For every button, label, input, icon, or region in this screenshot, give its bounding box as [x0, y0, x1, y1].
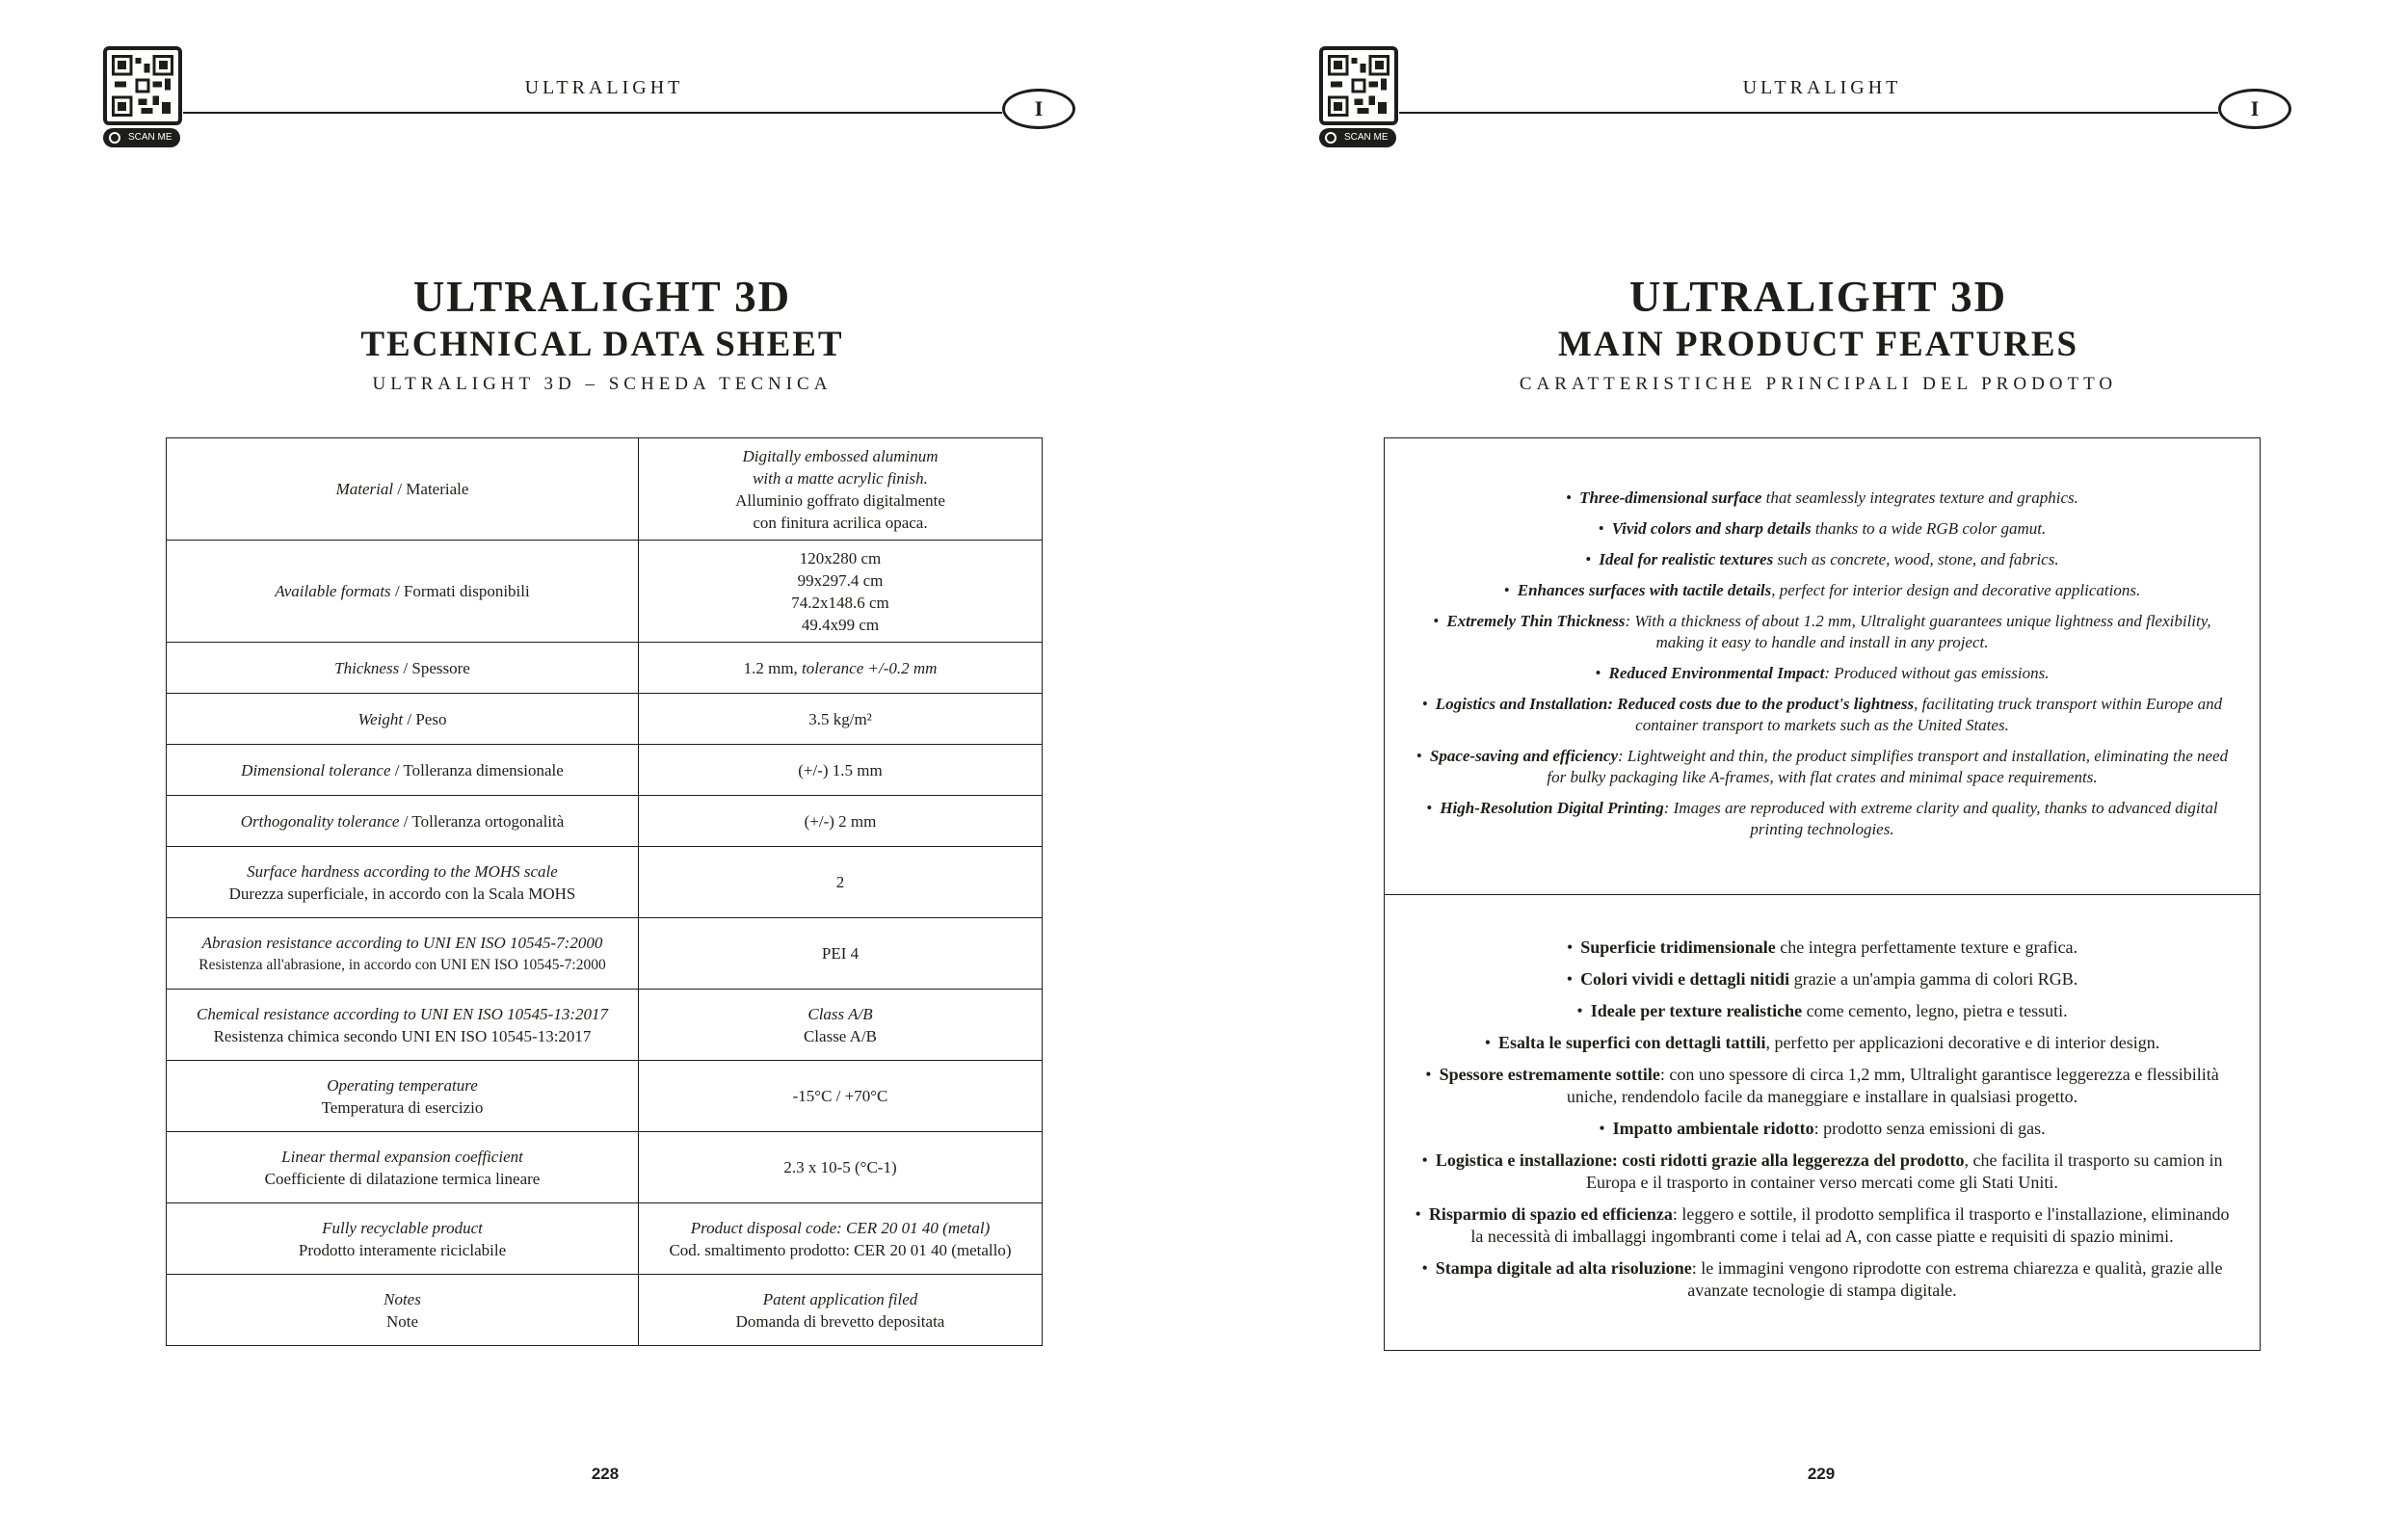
list-item — [1408, 1064, 2236, 1108]
features-box — [1384, 437, 2261, 1351]
chapter-badge: I — [2218, 89, 2291, 129]
spec-label — [167, 1132, 639, 1203]
feature-text: : leggero e sottile, il prodotto semplifica il trasporto e l'installazione, eliminando la necessità di imballaggi ingombranti come i telai ad A, con casse piatte e requisiti di spazio minimi. — [1470, 1204, 2230, 1246]
spec-value — [639, 694, 1043, 745]
chapter-badge: I — [1002, 89, 1075, 129]
features-italian — [1385, 895, 2260, 1350]
spec-label-line: Durezza superficiale, in accordo con la Scala MOHS — [228, 884, 576, 903]
feature-text: : Produced without gas emissions. — [1824, 664, 2050, 682]
spec-label — [167, 1061, 639, 1132]
spec-label-en: Available formats — [275, 582, 391, 600]
list-item — [1408, 968, 2236, 991]
feature-highlight: Space-saving and efficiency — [1429, 747, 1619, 765]
spec-label-line: Temperatura di esercizio — [321, 1097, 484, 1117]
spec-label-it: / Peso — [403, 709, 447, 728]
table-row — [167, 694, 1043, 745]
feature-text: : Lightweight and thin, the product simplifies transport and installation, eliminating the need for bulky packaging like A-frames, with flat crates and minimal space requirements. — [1547, 747, 2229, 786]
spec-value-line: -15°C / +70°C — [792, 1087, 888, 1105]
spec-value-line: 2.3 x 10-5 (°C-1) — [783, 1158, 897, 1176]
spec-value — [639, 745, 1043, 796]
spec-value — [639, 918, 1043, 990]
spec-label-it: / Tolleranza ortogonalità — [399, 811, 565, 831]
feature-highlight: Risparmio di spazio ed efficienza — [1428, 1204, 1673, 1224]
features-english — [1385, 438, 2260, 895]
feature-text: , perfetto per applicazioni decorative e di interior design. — [1765, 1033, 2160, 1052]
feature-highlight: Ideale per texture realistiche — [1590, 1001, 1803, 1020]
header-divider — [1399, 112, 2218, 114]
spec-value-line: 3.5 kg/m² — [808, 709, 872, 728]
spec-value-line: 99x297.4 cm — [797, 570, 884, 590]
spec-value-line: (+/-) 2 mm — [804, 811, 877, 831]
feature-text: : Images are reproduced with extreme clarity and quality, thanks to advanced digital printing technologies. — [1663, 799, 2218, 838]
scan-icon — [109, 132, 120, 144]
page-subtitle-italian: CARATTERISTICHE PRINCIPALI DEL PRODOTTO — [1519, 374, 2118, 394]
spec-label — [167, 745, 639, 796]
feature-text: that seamlessly integrates texture and graphics. — [1761, 489, 2078, 507]
spec-value-line: 74.2x148.6 cm — [791, 593, 889, 612]
spec-label-en: Weight — [357, 709, 404, 728]
scan-icon — [1325, 132, 1336, 144]
scan-me-badge[interactable]: SCAN ME — [103, 128, 180, 147]
table-row — [167, 1061, 1043, 1132]
page-subtitle-italian: ULTRALIGHT 3D – SCHEDA TECNICA — [372, 374, 833, 394]
feature-text: che integra perfettamente texture e grafica. — [1775, 938, 2078, 957]
spec-value-line: Digitally embossed aluminum — [742, 446, 939, 465]
list-item — [1408, 549, 2236, 570]
spec-label-it: / Formati disponibili — [390, 582, 530, 600]
spec-label — [167, 918, 639, 990]
list-item — [1408, 798, 2236, 840]
spec-label-en: Thickness — [334, 658, 400, 677]
table-row — [167, 1132, 1043, 1203]
spec-value-line: Alluminio goffrato digitalmente — [735, 490, 945, 510]
page-subtitle: MAIN PRODUCT FEATURES — [1557, 325, 2079, 364]
feature-highlight: Logistics and Installation: Reduced costs due to the product's lightness — [1435, 695, 1915, 713]
spec-label-line: Resistenza chimica secondo UNI EN ISO 10545-13:2017 — [213, 1026, 592, 1045]
spec-label-line: Prodotto interamente riciclabile — [298, 1240, 507, 1259]
list-item — [1408, 663, 2236, 684]
spec-label-en: Orthogonality tolerance — [240, 811, 400, 831]
qr-code-icon[interactable] — [1319, 46, 1398, 125]
feature-highlight: Superficie tridimensionale — [1580, 938, 1776, 957]
spec-label — [167, 990, 639, 1061]
table-row — [167, 541, 1043, 643]
spec-label-line: Chemical resistance according to UNI EN ISO 10545-13:2017 — [197, 1004, 608, 1023]
feature-highlight: High-Resolution Digital Printing — [1440, 799, 1664, 817]
spec-value-line: with a matte acrylic finish. — [753, 468, 928, 488]
feature-text: , che facilita il trasporto su camion in Europa e il trasporto in container verso mercati come gli Stati Uniti. — [1586, 1150, 2223, 1192]
header-brand: ULTRALIGHT — [524, 77, 684, 98]
spec-value — [639, 847, 1043, 918]
list-item — [1408, 746, 2236, 788]
spec-value — [639, 796, 1043, 847]
spec-value — [639, 1203, 1043, 1275]
header-brand: ULTRALIGHT — [1742, 77, 1902, 98]
spec-label-en: Material — [335, 480, 394, 498]
spec-label — [167, 1203, 639, 1275]
spec-value — [639, 438, 1043, 541]
spec-value-line: Classe A/B — [803, 1026, 878, 1045]
feature-highlight: Enhances surfaces with tactile details — [1517, 581, 1772, 599]
table-row — [167, 745, 1043, 796]
feature-highlight: Stampa digitale ad alta risoluzione — [1435, 1258, 1692, 1278]
spec-label-line: Fully recyclable product — [322, 1218, 483, 1237]
spec-value-line: PEI 4 — [821, 944, 860, 963]
feature-highlight: Reduced Environmental Impact — [1608, 664, 1825, 682]
list-item — [1408, 1118, 2236, 1140]
page-title: ULTRALIGHT 3D — [412, 273, 792, 321]
list-item — [1408, 1032, 2236, 1054]
feature-text: , facilitating truck transport within Europe and container transport to markets such as the United States. — [1635, 695, 2223, 734]
feature-highlight: Logistica e installazione: costi ridotti grazie alla leggerezza del prodotto — [1435, 1150, 1965, 1170]
feature-highlight: Extremely Thin Thickness — [1446, 612, 1626, 630]
feature-text: , perfect for interior design and decorative applications. — [1771, 581, 2141, 599]
spec-label — [167, 847, 639, 918]
spec-label-line: Coefficiente di dilatazione termica lineare — [264, 1169, 541, 1188]
spec-value-part: 1.2 mm, — [743, 658, 803, 677]
spec-value-line: Product disposal code: CER 20 01 40 (metal) — [690, 1218, 991, 1237]
spec-value — [639, 1132, 1043, 1203]
spec-label-it: / Tolleranza dimensionale — [390, 760, 564, 779]
page-title: ULTRALIGHT 3D — [1628, 273, 2008, 321]
technical-data-table — [166, 437, 1043, 1346]
list-item — [1408, 1203, 2236, 1248]
feature-highlight: Impatto ambientale ridotto — [1612, 1119, 1814, 1138]
spec-label — [167, 541, 639, 643]
table-row — [167, 1203, 1043, 1275]
list-item — [1408, 1149, 2236, 1194]
spec-value-line: 120x280 cm — [799, 548, 882, 568]
spec-label-it: / Spessore — [399, 658, 470, 677]
feature-text: come cemento, legno, pietra e tessuti. — [1802, 1001, 2068, 1020]
table-row — [167, 1275, 1043, 1346]
spec-label — [167, 643, 639, 694]
spec-value-line: Patent application filed — [762, 1289, 918, 1308]
spec-value-line: 49.4x99 cm — [801, 615, 880, 634]
list-item — [1408, 611, 2236, 653]
table-row — [167, 918, 1043, 990]
spec-label — [167, 796, 639, 847]
spec-value-line: Cod. smaltimento prodotto: CER 20 01 40 (metallo) — [669, 1240, 1012, 1259]
spec-value-line: Class A/B — [807, 1004, 873, 1023]
list-item — [1408, 694, 2236, 736]
spec-label — [167, 438, 639, 541]
page-subtitle: TECHNICAL DATA SHEET — [360, 325, 844, 364]
spec-label-line: Linear thermal expansion coefficient — [281, 1147, 523, 1166]
spec-label-line: Operating temperature — [327, 1075, 478, 1095]
table-row — [167, 643, 1043, 694]
feature-highlight: Colori vividi e dettagli nitidi — [1580, 969, 1790, 989]
spec-label-line: Notes — [384, 1289, 421, 1308]
spec-label — [167, 1275, 639, 1346]
page-number: 229 — [1807, 1465, 1836, 1483]
right-page — [1216, 0, 2408, 1532]
spec-label-line: Resistenza all'abrasione, in accordo con UNI EN ISO 10545-7:2000 — [198, 956, 606, 973]
feature-text: : le immagini vengono riprodotte con estrema chiarezza e qualità, grazie alle avanzate tecnologie di stampa digitale. — [1687, 1258, 2223, 1300]
page-number: 228 — [591, 1465, 620, 1483]
spec-label-it: / Materiale — [393, 480, 469, 498]
list-item — [1408, 580, 2236, 601]
spec-value — [639, 541, 1043, 643]
feature-highlight: Ideal for realistic textures — [1599, 550, 1774, 568]
feature-highlight: Spessore estremamente sottile — [1439, 1065, 1660, 1084]
feature-text: : con uno spessore di circa 1,2 mm, Ultralight garantisce leggerezza e flessibilità uniche, rendendolo facile da maneggiare e installare in qualsiasi progetto. — [1566, 1065, 2219, 1106]
list-item — [1408, 1000, 2236, 1022]
spec-label-en: Dimensional tolerance — [241, 760, 391, 779]
qr-code-icon[interactable] — [103, 46, 182, 125]
list-item — [1408, 1257, 2236, 1302]
spec-value — [639, 643, 1043, 694]
feature-highlight: Vivid colors and sharp details — [1611, 519, 1812, 538]
table-row — [167, 438, 1043, 541]
spec-value-line: (+/-) 1.5 mm — [798, 760, 883, 779]
feature-highlight: Esalta le superfici con dettagli tattili — [1498, 1033, 1766, 1052]
spec-label — [167, 694, 639, 745]
spec-label-line: Note — [385, 1311, 419, 1331]
spec-value — [639, 1061, 1043, 1132]
feature-text: : With a thickness of about 1.2 mm, Ultralight guarantees unique lightness and flexibility, making it easy to handle and install in any project. — [1625, 612, 2211, 651]
spec-value-line: 2 — [835, 873, 845, 891]
spec-value-line: con finitura acrilica opaca. — [753, 513, 928, 532]
list-item — [1408, 937, 2236, 959]
table-row — [167, 796, 1043, 847]
feature-text: such as concrete, wood, stone, and fabrics. — [1773, 550, 2059, 568]
spec-label-line: Abrasion resistance according to UNI EN ISO 10545-7:2000 — [201, 933, 603, 952]
feature-text: thanks to a wide RGB color gamut. — [1811, 519, 2047, 538]
list-item — [1408, 518, 2236, 540]
scan-me-badge[interactable]: SCAN ME — [1319, 128, 1396, 147]
spec-value — [639, 1275, 1043, 1346]
header-divider — [183, 112, 1002, 114]
feature-highlight: Three-dimensional surface — [1579, 489, 1762, 507]
table-row — [167, 990, 1043, 1061]
list-item — [1408, 488, 2236, 509]
spec-value — [639, 990, 1043, 1061]
spec-label-line: Surface hardness according to the MOHS scale — [247, 861, 558, 881]
spec-value-line: Domanda di brevetto depositata — [735, 1311, 945, 1331]
feature-text: grazie a un'ampia gamma di colori RGB. — [1789, 969, 2078, 989]
table-row — [167, 847, 1043, 918]
spec-value-part: tolerance +/-0.2 mm — [802, 658, 938, 677]
feature-text: : prodotto senza emissioni di gas. — [1813, 1119, 2046, 1138]
